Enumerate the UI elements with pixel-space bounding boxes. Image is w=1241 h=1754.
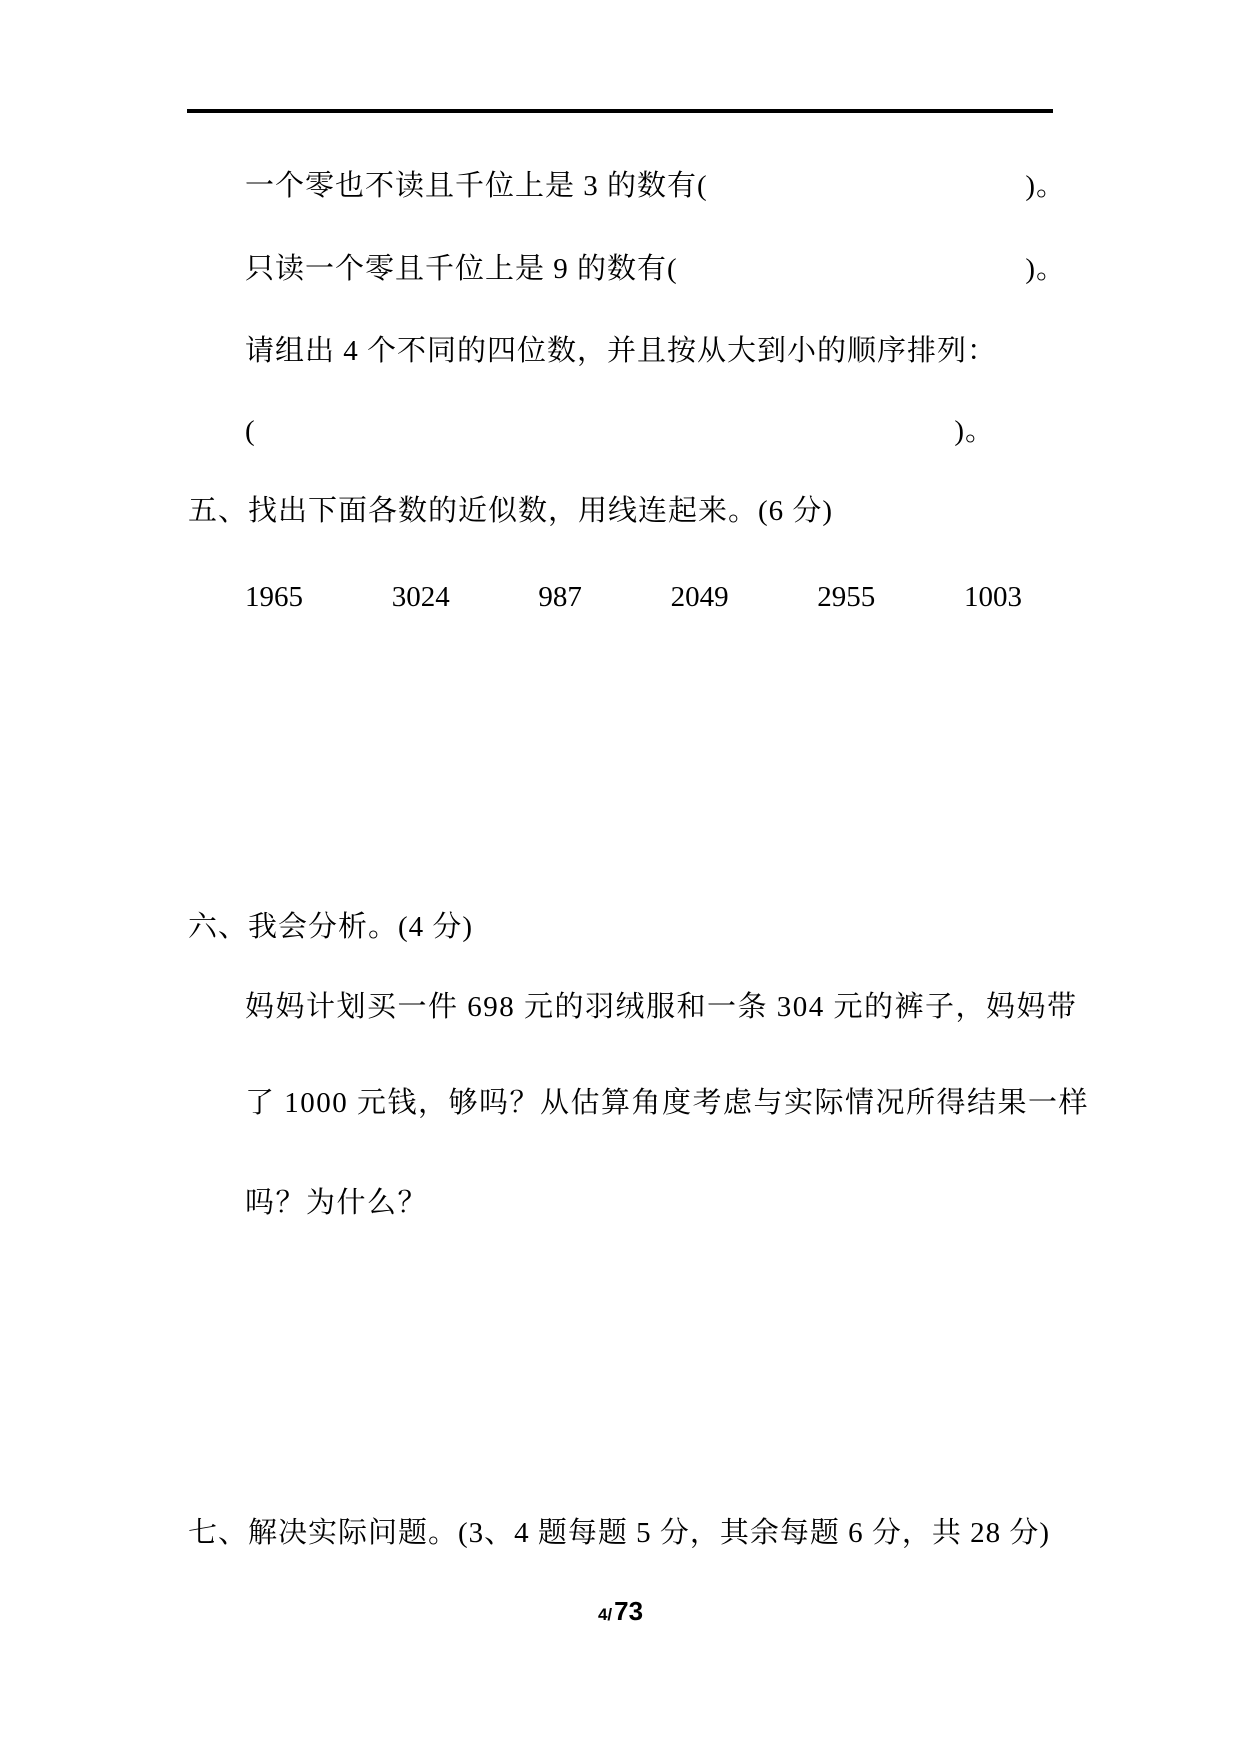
header-divider (187, 109, 1053, 113)
question-text: 只读一个零且千位上是 9 的数有( (245, 253, 678, 285)
page-number-total: 73 (614, 1596, 644, 1626)
section-5-heading: 五、找出下面各数的近似数，用线连起来。(6 分) (188, 495, 834, 527)
match-number: 2955 (817, 581, 876, 613)
section-6-heading: 六、我会分析。(4 分) (188, 911, 474, 943)
matching-work-area (245, 620, 1022, 900)
match-number: 1003 (963, 581, 1022, 613)
question-line-compose-numbers: 请组出 4 个不同的四位数，并且按从大到小的顺序排列： (245, 335, 998, 367)
match-number: 987 (538, 581, 582, 613)
section-6-paragraph-line: 了 1000 元钱，够吗？从估算角度考虑与实际情况所得结果一样 (245, 1087, 1090, 1119)
answer-blank-close-paren: )。 (1025, 170, 1066, 202)
match-number: 2049 (670, 581, 729, 613)
section-6-paragraph-line: 妈妈计划买一件 698 元的羽绒服和一条 304 元的裤子，妈妈带 (245, 991, 1078, 1023)
question-text: 一个零也不读且千位上是 3 的数有( (245, 170, 708, 202)
question-line-zero-not-read (245, 168, 1066, 204)
match-number: 1965 (245, 581, 303, 613)
match-numbers-row (245, 580, 1022, 614)
match-number: 3024 (391, 581, 450, 613)
answer-blank-open-paren: ( (245, 415, 256, 447)
section-7-heading: 七、解决实际问题。(3、4 题每题 5 分，其余每题 6 分，共 28 分) (188, 1517, 1051, 1549)
page-number (0, 1596, 1241, 1627)
answer-blank-close-paren: )。 (954, 415, 995, 447)
page-number-current: 4/ (597, 1605, 613, 1624)
answer-blank-line (245, 413, 995, 449)
answer-blank-close-paren: )。 (1025, 253, 1066, 285)
section-6-paragraph-line: 吗？为什么？ (245, 1187, 429, 1219)
question-line-one-zero-read (245, 251, 1066, 287)
